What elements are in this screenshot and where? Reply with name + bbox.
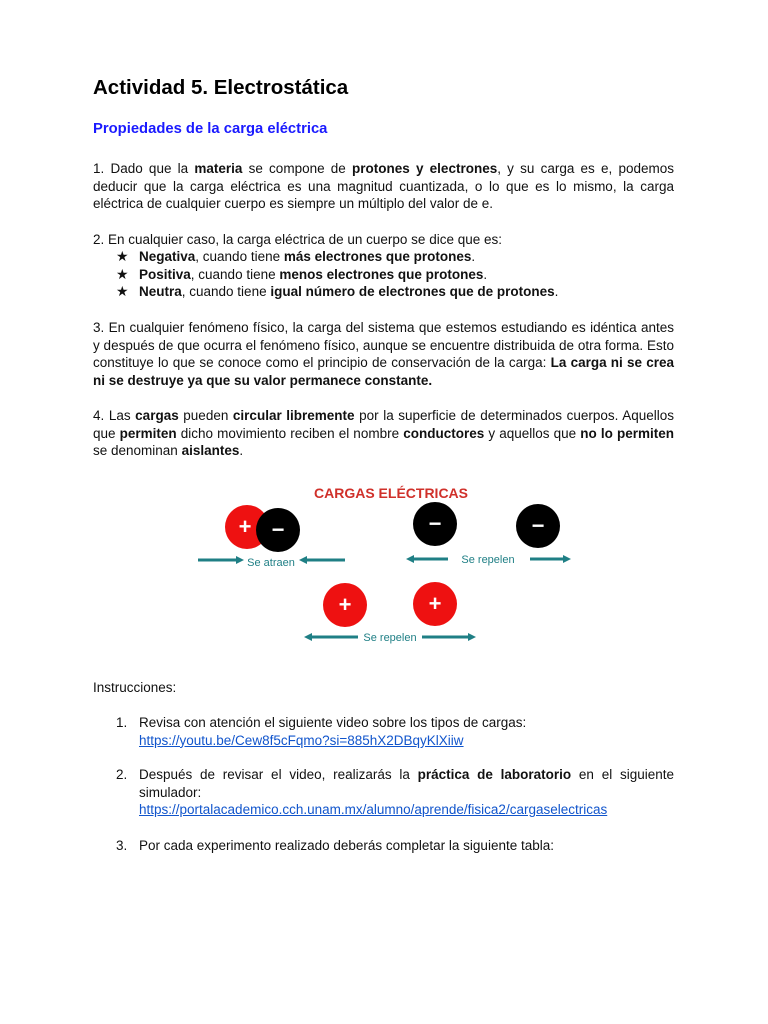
charges-illustration	[190, 480, 580, 660]
instructions-heading: Instrucciones:	[93, 680, 177, 695]
paragraph-4: 4. Las cargas pueden circular libremente por la superficie de determinados cuerpos. Aquellos que permiten dicho movimiento reciben el nombre conductores y aquellos que no lo permiten se denominan aislantes.	[93, 408, 674, 459]
text: se compone de	[242, 161, 353, 176]
text: 1. Dado que la	[93, 161, 195, 176]
page-title: Actividad 5. Electrostática	[93, 76, 349, 99]
list-item: ★ Neutra, cuando tiene igual número de electrones que de protones.	[116, 283, 559, 300]
document-page: Actividad 5. Electrostática Propiedades de la carga eléctrica 1. Dado que la materia se compone de protones y electrones, y su carga es e, podemos deducir que la carga eléctrica es una magnitud cuantizada, o lo que es lo mismo, la carga eléctrica de cualquier cuerpo es siempre un múltiplo del valor de e. 2. En cualquier caso, la carga eléctrica de un cuerpo se dice que es: ★ Negativa, cuando tiene más electrones que protones. ★ Positiva, cuando tiene menos electrones que protones. ★ Neutra, cuando tiene igual número de electrones que de protones. 3. En cualquier fenómeno físico, la carga del sistema que estemos estudiando es idéntica antes y después de que ocurra el fenómeno físico, aunque se encuentre distribuida de otra forma. Esto constituye lo que se conoce como el principio de conservación de la carga: La carga ni se crea ni se destruye ya que su valor permanece constante. 4. Las cargas pueden circular libremente por la superficie de determinados cuerpos. Aquellos que permiten dicho movimiento reciben el nombre conductores y aquellos que no lo permiten se denominan aislantes. CARGAS ELÉCTRICAS + − Se atraen − − Se repelen + + Se repelen Instrucciones: 1. Revisa con atención el siguiente video sobre los tipos de cargas: https://youtu.be/Cew8f5cFqmo?si=885hX2DBqyKlXiiw 2. Después de revisar el video, realizarás la práctica de laboratorio en el siguiente simulador: https://portalacademico.cch.unam.mx/alumno/aprende/fisica2/cargaselectricas 3. Por cada experimento realizado deberás completar la siguiente tabla:	[93, 76, 674, 853]
paragraph-3: 3. En cualquier fenómeno físico, la carga del sistema que estemos estudiando es idéntica antes y después de que ocurra el fenómeno físico, aunque se encuentre distribuida de otra forma. Esto constituye lo que se conoce como el principio de conservación de la carga: La carga ni se crea ni se destruye ya que su valor permanece constante.	[93, 320, 674, 388]
plus-sign: +	[238, 514, 252, 539]
video-link[interactable]: https://youtu.be/Cew8f5cFqmo?si=885hX2DBqyKlXiiw	[139, 732, 464, 748]
figure-title: CARGAS ELÉCTRICAS	[314, 485, 469, 501]
charges-figure	[190, 480, 580, 660]
star-icon: ★	[116, 265, 129, 282]
paragraph-2: 2. En cualquier caso, la carga eléctrica de un cuerpo se dice que es:	[93, 232, 502, 247]
star-icon: ★	[116, 248, 129, 264]
minus-sign: −	[428, 511, 442, 536]
paragraph-1	[93, 160, 674, 213]
bold-text: materia	[194, 161, 243, 176]
minus-sign: −	[531, 513, 545, 538]
minus-sign: −	[271, 517, 285, 542]
star-icon: ★	[116, 283, 129, 300]
simulator-link[interactable]: https://portalacademico.cch.unam.mx/alumno/aprende/fisica2/cargaselectricas	[139, 802, 608, 818]
list-item: ★ Negativa, cuando tiene más electrones que protones.	[116, 248, 476, 264]
plus-sign: +	[428, 591, 442, 616]
bold-text: protones y electrones	[352, 161, 498, 176]
attract-label: Se atraen	[247, 557, 295, 569]
repel-label: Se repelen	[363, 632, 417, 644]
section-heading: Propiedades de la carga eléctrica	[93, 121, 328, 137]
text: , y su carga es e, podemos deducir que la carga eléctrica es una magnitud cuantizada, o lo que es lo mismo, la carga eléctrica de cualquier cuerpo es siempre un múltiplo del valor de e.	[93, 161, 674, 212]
list-item: ★ Positiva, cuando tiene menos electrones que protones.	[116, 265, 488, 282]
repel-label: Se repelen	[461, 554, 515, 566]
plus-sign: +	[338, 592, 352, 617]
charge-types-list	[116, 248, 656, 301]
